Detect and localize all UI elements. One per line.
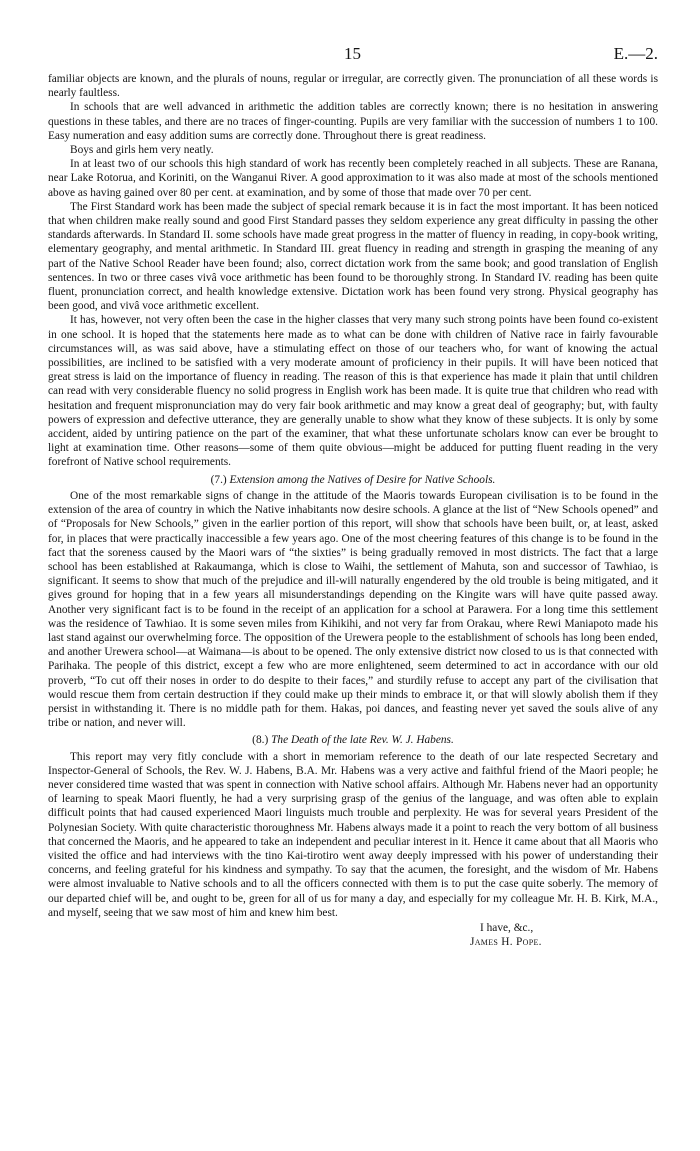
page-header — [48, 38, 658, 72]
paragraph: One of the most remarkable signs of change in the attitude of the Maoris towards European civilisation is to be found in the extension of the area of country in which the Native inhabitants now desire schools. A glance at the list of “New Schools opened” and of “Proposals for New Schools,” given in the earlier portion of this report, will show that schools have been built, or, at least, asked for, in places that were practically inaccessible a few years ago. One of the most cheering features of this change is to be found in the fact that the soreness caused by the Maori wars of “the sixties” is being gradually removed in most districts. The fact that a large school has been established at Rakaumanga, which is close to Waihi, the settlement of Mahuta, son and successor of Tawhiao, is significant. It seems to show that much of the prejudice and ill-will naturally engendered by the old trouble is being mitigated, and it gives ground for hoping that in a few years all misunderstandings depending on the Kingite wars will have quite passed away. Another very significant fact is to be found in the receipt of an application for a school at Parawera. For a long time this settlement was the residence of Tawhiao. It is some seven miles from Kihikihi, and not very far from Orakau, where Rewi Maniapoto made his last stand against our overwhelming force. The opposition of the Urewera people to the establishment of schools has long been ended, and another Urewera school—at Waimana—is about to be opened. The only extensive district now closed to us is that connected with Parihaka. The people of this district, except a few who are more enlightened, seem determined to act in accordance with our old proverb, “To cut off their noses in order to do despite to their faces,” and sturdily refuse to accept any part of the civilisation that would rescue them from certain destruction if they could make up their minds to embrace it, or that will slowly abolish them if they persist in withstanding it. There is no middle path for them. Hakas, poi dances, and feasting never yet saved the souls alive of any tribe or nation, and never will. — [48, 489, 658, 730]
document-code: E.—2. — [613, 44, 658, 63]
paragraph: familiar objects are known, and the plurals of nouns, regular or irregular, are correctly given. The pronunciation of all these words is nearly faultless. — [48, 73, 658, 100]
page-number: 15 — [344, 44, 361, 63]
paragraph: The First Standard work has been made the subject of special remark because it is in fact the most important. It has been noticed that when children make really sound and good First Standard passes they seldom experience any great difficulty in passing the other standards afterwards. In Standard II. some schools have made great progress in the matter of fluency in reading, in copy-book writing, elementary geography, and mental arithmetic. In Standard III. great fluency in reading and strength in grasping the meaning of any part of the Native School Reader have been found; also, correct dictation work from the same book; and good translation of English sentences. In two or three cases vivâ voce arithmetic has been found to be thoroughly strong. In Standard IV. reading has been quite fluent, pronunciation correct, and health knowledge extensive. Dictation work has been found very strong. Physical geography has been good, and vivâ voce arithmetic excellent. — [48, 200, 658, 313]
paragraph: It has, however, not very often been the case in the higher classes that very many such strong points have been found co-existent in one school. It is hoped that the statements here made as to what can be done with children of Native race in fairly favourable circumstances will, as was said above, have a stimulating effect on those of our teachers who, for want of knowing the actual possibilities, are inclined to be satisfied with a very moderate amount of proficiency in their pupils. It will have been noticed that great stress is laid on the importance of fluency in reading. The reason of this is that experience has made it plain that until children can read with very considerable fluency no solid progress in English work has been made. It is quite true that children who read with hesitation and frequent mispronunciation may do very fair book arithmetic and may know a great deal of geography; but, with faulty powers of expression and defective utterance, they are generally unable to show what they know of these subjects. It is only by some accident, aided by untiring patience on the part of the examiner, that what these unfortunate scholars know can ever be brought to light at examination time. Other reasons—some of them quite obvious—might be adduced for putting fluent reading in the very forefront of Native school requirements. — [48, 314, 658, 469]
document-page — [48, 38, 658, 950]
signature-block — [48, 921, 658, 950]
paragraph: In at least two of our schools this high standard of work has recently been completely reached in all subjects. These are Ranana, near Lake Rotorua, and Koriniti, on the Wanganui River. A good approximation to it was also made at most of the schools mentioned above as having gained over 80 per cent. at examination, and by some of those that made over 70 per cent. — [48, 158, 658, 199]
paragraph: Boys and girls hem very neatly. — [70, 144, 214, 157]
section-title: The Death of the late Rev. W. J. Habens. — [271, 734, 454, 747]
section-number: (8.) — [252, 734, 269, 747]
section-heading-7 — [48, 473, 658, 487]
closing-line: I have, &c., — [480, 921, 534, 934]
section-number: (7.) — [210, 473, 227, 486]
paragraph: In schools that are well advanced in arithmetic the addition tables are correctly known; there is no hesitation in answering questions in these tables, and there are no traces of finger-counting. Pupils are very familiar with the succession of numbers 1 to 100. Easy numeration and easy addition sums are correctly done. Throughout there is great readiness. — [48, 101, 658, 142]
signatory-name: James H. Pope. — [470, 936, 542, 949]
paragraph: This report may very fitly conclude with a short in memoriam reference to the death of our late respected Secretary and Inspector-General of Schools, the Rev. W. J. Habens, B.A. Mr. Habens was a very active and faithful friend of the Maori people; he never considered time wasted that was spent in connection with Native school affairs. Although Mr. Habens never had an opportunity of learning to speak Maori fluently, he had a very surprising grasp of the genius of the language, and was often able to explain difficult points that had caused experienced Maori linguists much trouble and perplexity. He was for several years President of the Polynesian Society. With quite characteristic thoroughness Mr. Habens always made it a point to reach the very bottom of all business that concerned the Maoris, and he appeared to take an independent and peculiar interest in it. Hence it came about that all Maoris who visited the office and had interviews with the tino Kai-tirotiro went away deeply impressed with his power of understanding their concerns, and feeling grateful for his kindness and sympathy. To say that the acumen, the foresight, and the wisdom of Mr. Habens were almost invaluable to Native schools and to all the officers connected with them is to put the case quite soberly. The memory of our departed chief will be, and ought to be, green for all of us for many a day, and especially for my colleague Mr. H. B. Kirk, M.A., and myself, seeing that we saw most of him and knew him best. — [48, 750, 658, 919]
section-heading-8 — [48, 733, 658, 747]
section-title: Extension among the Natives of Desire for Native Schools. — [229, 473, 496, 486]
